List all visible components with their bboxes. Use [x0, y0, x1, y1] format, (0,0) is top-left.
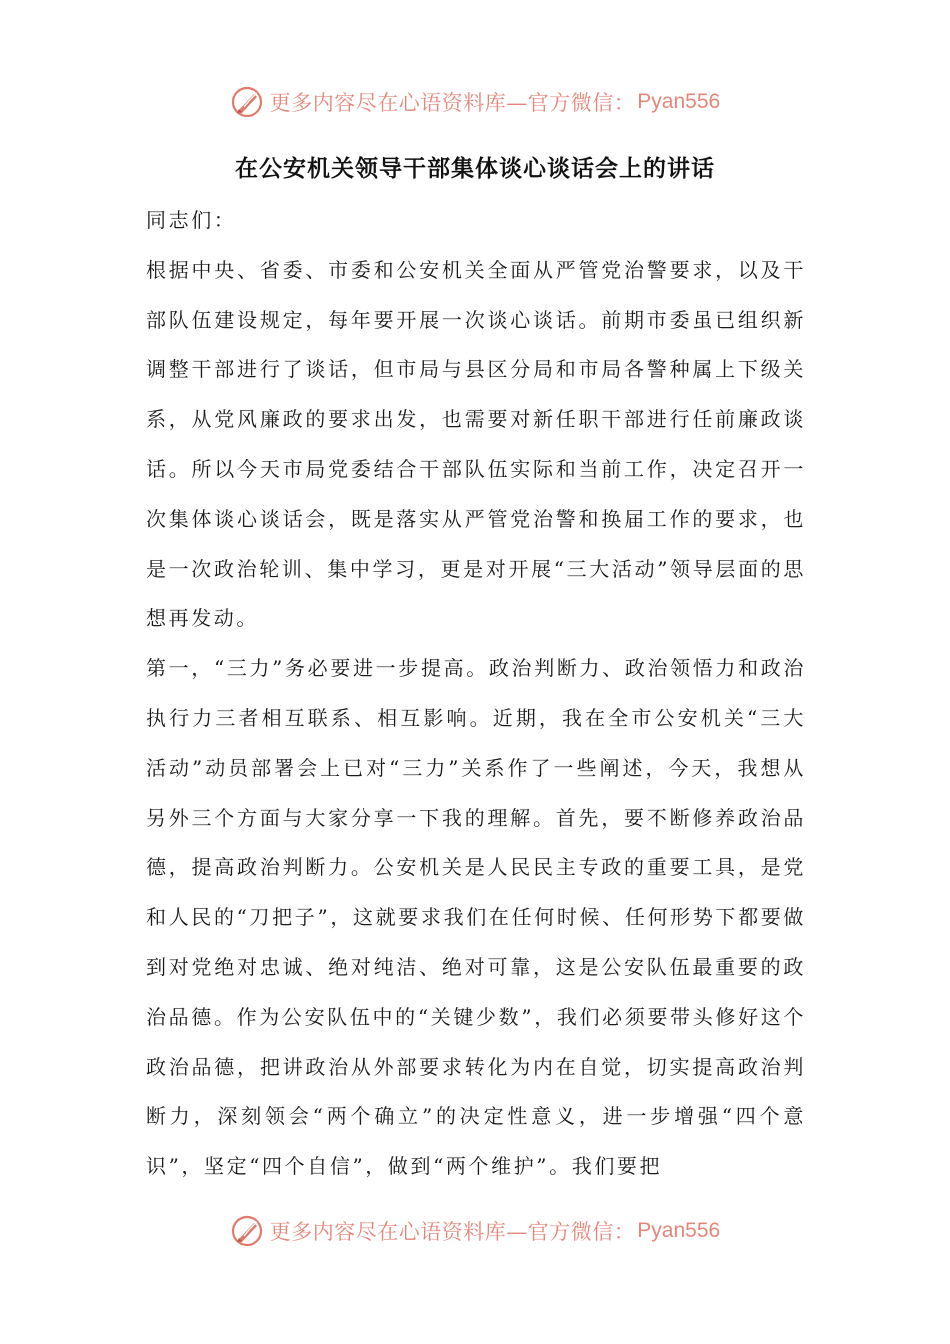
- paragraph: 根据中央、省委、市委和公安机关全面从严管党治警要求，以及干部队伍建设规定，每年要开展一次谈心谈话。前期市委虽已组织新调整干部进行了谈话，但市局与县区分局和市局各警种属上下级关系，从党风廉政的要求出发，也需要对新任职干部进行任前廉政谈话。所以今天市局党委结合干部队伍实际和当前工作，决定召开一次集体谈心谈话会，既是落实从严管党治警和换届工作的要求，也是一次政治轮训、集中学习，更是对开展“三大活动”领导层面的思想再发动。: [146, 257, 806, 631]
- salutation: 同志们：: [146, 208, 237, 232]
- watermark-text: 更多内容尽在心语资料库—官方微信：: [269, 91, 636, 115]
- pen-logo-icon: [230, 1214, 264, 1248]
- watermark-footer: [0, 1211, 950, 1251]
- paragraph: 第一，“三力”务必要进一步提高。政治判断力、政治领悟力和政治执行力三者相互联系、相互影响。近期，我在全市公安机关“三大活动”动员部署会上已对“三力”关系作了一些阐述，今天，我想从另外三个方面与大家分享一下我的理解。首先，要不断修养政治品德，提高政治判断力。公安机关是人民民主专政的重要工具，是党和人民的“刀把子”，这就要求我们在任何时候、任何形势下都要做到对党绝对忠诚、绝对纯洁、绝对可靠，这是公安队伍最重要的政治品德。作为公安队伍中的“关键少数”，我们必须要带头修好这个政治品德，把讲政治从外部要求转化为内在自觉，切实提高政治判断力，深刻领会“两个确立”的决定性意义，进一步增强“四个意识”，坚定“四个自信”，做到“两个维护”。我们要把: [146, 656, 806, 1179]
- document-body: [146, 196, 806, 1192]
- pen-logo-icon: [230, 85, 264, 119]
- watermark-wechat-id: Pyan556: [637, 1219, 721, 1242]
- document-title: 在公安机关领导干部集体谈心谈话会上的讲话: [235, 156, 715, 182]
- watermark-text: 更多内容尽在心语资料库—官方微信：: [269, 1220, 636, 1244]
- watermark-wechat-id: Pyan556: [637, 90, 721, 113]
- watermark-header: [0, 82, 950, 122]
